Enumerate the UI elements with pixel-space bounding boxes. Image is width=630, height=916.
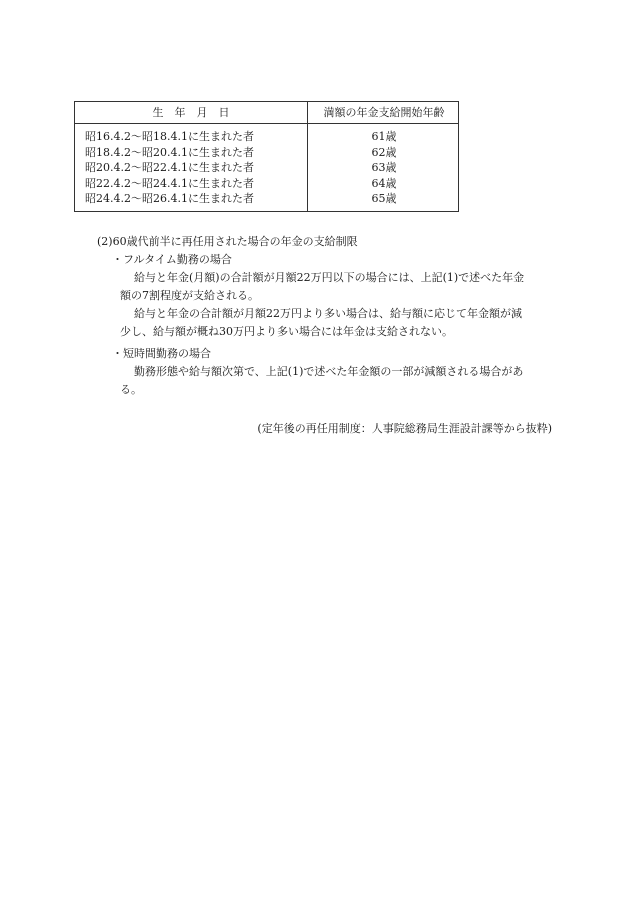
birth-range-cell: 昭18.4.2〜昭20.4.1に生まれた者 (85, 145, 254, 159)
birth-range-cell: 昭22.4.2〜昭24.4.1に生まれた者 (85, 176, 254, 190)
table-row (75, 145, 458, 161)
fulltime-paragraph-2-line-1: 給与と年金の合計額が月額22万円より多い場合は、給与額に応じて年金額が減 (134, 307, 522, 320)
birth-range-cell: 昭20.4.2〜昭22.4.1に生まれた者 (85, 161, 254, 174)
fulltime-paragraph-1-line-1: 給与と年金(月額)の合計額が月額22万円以下の場合には、上記(1)で述べた年金 (134, 271, 525, 284)
start-age-cell: 63歳 (371, 161, 397, 174)
parttime-subheading: ・短時間勤務の場合 (112, 347, 211, 360)
table-row (75, 191, 458, 207)
parttime-paragraph-line-2: る。 (120, 383, 142, 396)
birth-range-cell: 昭24.4.2〜昭26.4.1に生まれた者 (85, 192, 254, 205)
table-row (75, 129, 458, 145)
source-citation: (定年後の再任用制度：人事院総務局生涯設計課等から抜粋) (257, 422, 552, 435)
header-birth-date: 生 年 月 日 (152, 106, 230, 119)
table-row (75, 176, 458, 192)
section-2-heading: (2)60歳代前半に再任用された場合の年金の支給制限 (97, 235, 358, 248)
fulltime-paragraph-2-line-2: 少し、給与額が概ね30万円より多い場合には年金は支給されない。 (120, 325, 453, 338)
start-age-cell: 64歳 (371, 176, 397, 190)
parttime-paragraph-line-1: 勤務形態や給与額次第で、上記(1)で述べた年金額の一部が減額される場合があ (134, 365, 524, 378)
start-age-cell: 65歳 (371, 192, 397, 205)
table-body (75, 129, 458, 207)
table-header-row (75, 102, 458, 124)
start-age-cell: 61歳 (371, 130, 397, 143)
header-pension-start-age: 満額の年金支給開始年齢 (323, 106, 445, 119)
table-row (75, 160, 458, 176)
fulltime-subheading: ・フルタイム勤務の場合 (112, 253, 232, 266)
fulltime-paragraph-1-line-2: 額の7割程度が支給される。 (120, 289, 259, 302)
start-age-cell: 62歳 (371, 145, 397, 159)
birth-range-cell: 昭16.4.2〜昭18.4.1に生まれた者 (85, 130, 254, 143)
pension-age-table (74, 101, 459, 212)
